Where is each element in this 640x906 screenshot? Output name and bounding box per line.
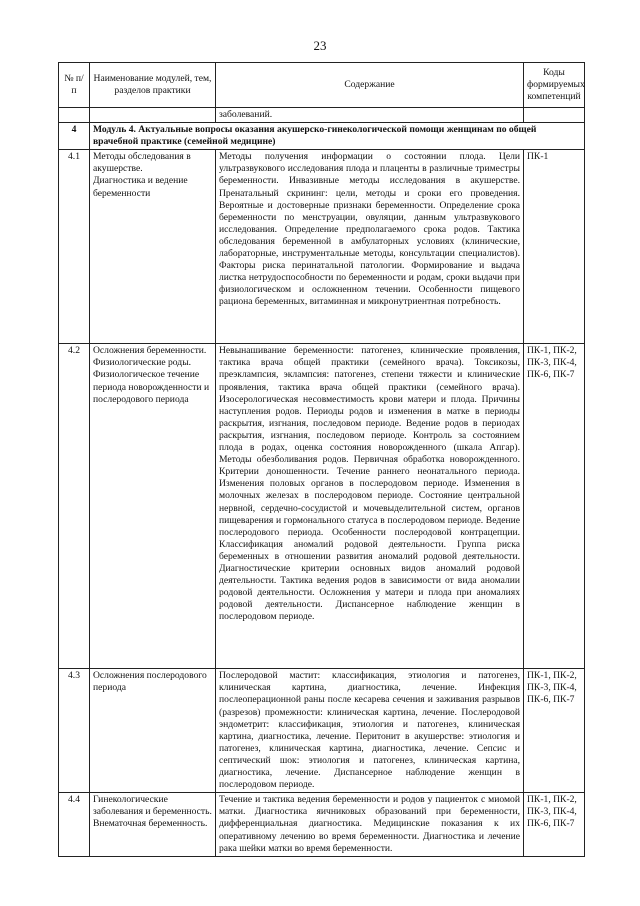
row-codes: ПК-1, ПК-2, ПК-3, ПК-4, ПК-6, ПК-7 xyxy=(524,344,585,669)
row-number: 4.1 xyxy=(59,150,90,344)
row-number: 4.3 xyxy=(59,669,90,793)
row-content: Течение и тактика ведения беременности и родов у пациенток с миомой матки. Диагностика яичниковых образований при беременности, дифференциальная диагностика. Медицинские показания к их оперативному лечению во время беременности. Диагностика и лечение рака шейки матки во время беременности. xyxy=(216,793,524,856)
row-title: Гинекологические заболевания и беременность. Внематочная беременность. xyxy=(90,793,216,856)
table-row xyxy=(59,793,585,856)
row-number: 4.2 xyxy=(59,344,90,669)
row-title: Методы обследования в акушерстве. Диагностика и ведение беременности xyxy=(90,150,216,344)
row-codes: ПК-1, ПК-2, ПК-3, ПК-4, ПК-6, ПК-7 xyxy=(524,669,585,793)
row-title: Осложнения беременности. Физиологические роды. Физиологическое течение периода новорожденности и послеродового периода xyxy=(90,344,216,669)
curriculum-table xyxy=(58,62,585,857)
row-number: 4.4 xyxy=(59,793,90,856)
table-row xyxy=(59,669,585,793)
module-row xyxy=(59,123,585,150)
header-number: № п/п xyxy=(59,63,90,108)
page-number: 23 xyxy=(313,38,327,53)
row-codes: ПК-1, ПК-2, ПК-3, ПК-4, ПК-6, ПК-7 xyxy=(524,793,585,856)
row-codes: ПК-1 xyxy=(524,150,585,344)
table-header-row xyxy=(59,63,585,108)
row-content: Невынашивание беременности: патогенез, клинические проявления, тактика врача общей практики (семейного врача). Токсикозы, преэклампсия, эклампсия: патогенез, степени тяжести и клинические проявления, тактика врача общей практики (семейного врача). Изосерологическая несовместимость крови матери и плода. Причины наступления родов. Периоды родов и изменения в матке в периоды раскрытия, изгнания, последовом периоде. Ведение родов в периодах раскрытия, изгнания, последовом периоде. Контроль за состоянием плода в родах, оценка состояния новорожденного (шкала Апгар). Методы обезболивания родов. Первичная обработка новорожденного. Критерии доношенности. Течение раннего неонатального периода. Изменения половых органов в послеродовом периоде. Изменения в молочных железах в послеродовом периоде. Состояние центральной нервной, сердечно-сосудистой и мочевыделительной систем, органов пищеварения и гормонального статуса в послеродовом периоде. Ведение послеродового периода. Особенности послеродовой контрацепции. Классификация аномалий родовой деятельности. Группа риска беременных в отношении развития аномалий родовой деятельности. Диагностические критерии основных видов аномалий родовой деятельности. Тактика ведения родов в зависимости от вида аномалии родовой деятельности. Осложнения у матери и плода при аномалиях родовой деятельности. Диспансерное наблюдение женщин в послеродовом периоде. xyxy=(216,344,524,669)
row-content: Послеродовой мастит: классификация, этиология и патогенез, клиническая картина, диагностика, лечение. Инфекция послеоперационной раны после кесарева сечения и заживания разрывов (разрезов) промежности: клиническая картина, лечение. Послеродовой эндометрит: классификация, этиология и патогенез, клиническая картина, диагностика, лечение. Перитонит в акушерстве: этиология и патогенез, клиническая картина, диагностика, лечение. Сепсис и септический шок: этиология и патогенез, клиническая картина, диагностика, лечение. Диспансерное наблюдение женщин в послеродовом периоде. xyxy=(216,669,524,793)
header-competency-codes: Коды формируемых компетенций xyxy=(524,63,585,108)
module-number: 4 xyxy=(59,123,90,150)
carryover-text: заболеваний. xyxy=(216,108,524,123)
row-title: Осложнения послеродового периода xyxy=(90,669,216,793)
module-title: Модуль 4. Актуальные вопросы оказания акушерско-гинекологической помощи женщинам по общей врачебной практике (семейной медицине) xyxy=(90,123,585,150)
table-row-carryover xyxy=(59,108,585,123)
header-content: Содержание xyxy=(216,63,524,108)
table-row xyxy=(59,344,585,669)
row-content: Методы получения информации о состоянии плода. Цели ультразвукового исследования плода и плаценты в различные триместры беременности. Инвазивные методы исследования в акушерстве. Пренатальный скрининг: цели, методы и сроки его проведения. Вероятные и достоверные признаки беременности. Определение срока беременности по менструации, овуляции, данным ультразвукового исследования. Определение предполагаемого срока родов. Тактика обследования беременной в амбулаторных условиях (клинические, лабораторные, инструментальные методы, консультации специалистов). Факторы риска перинатальной патологии. Формирование и выдача листка нетрудоспособности по беременности и родам, сроки выдачи при физиологическом и осложненном течении. Особенности пищевого рациона беременных, витаминная и микронутриентная потребность. xyxy=(216,150,524,344)
header-module-name: Наименование модулей, тем, разделов практики xyxy=(90,63,216,108)
table-row xyxy=(59,150,585,344)
